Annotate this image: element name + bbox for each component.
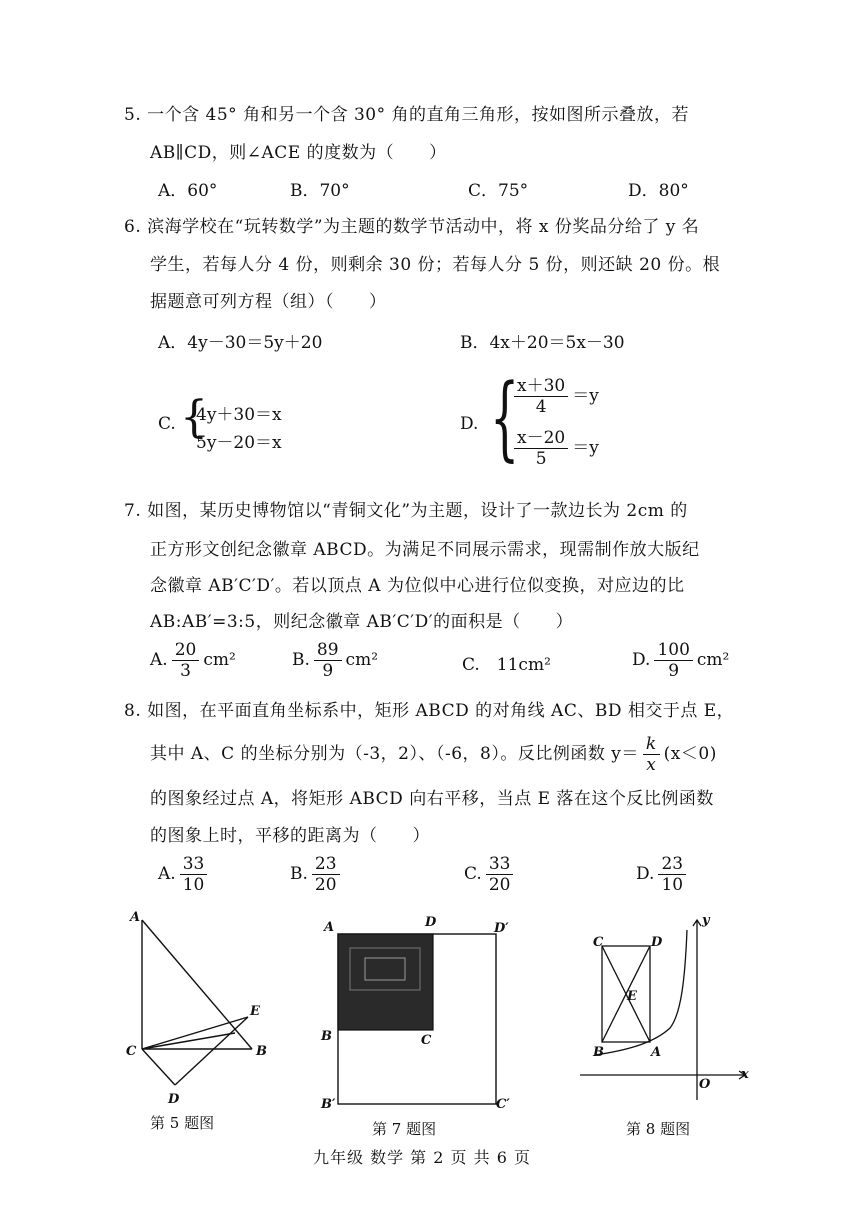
q5-line2: AB∥CD，则∠ACE 的度数为（ ） <box>150 143 447 163</box>
q8-line2-domain: (x＜0) <box>663 744 717 764</box>
fig5-caption: 第 5 题图 <box>150 1114 215 1132</box>
q8-c-den: 20 <box>488 875 511 895</box>
fig5-label-c: C <box>126 1044 137 1059</box>
fig7-label-d: D <box>425 915 437 930</box>
q7-line2: 正方形文创纪念徽章 ABCD。为满足不同展示需求，现需制作放大版纪 <box>150 540 700 560</box>
q8-option-b <box>290 854 344 895</box>
q8-d-num: 23 <box>658 854 686 875</box>
q6-line3: 据题意可列方程（组）（ ） <box>150 292 387 312</box>
q7-d-den: 9 <box>668 661 680 681</box>
q6-option-c-eq2: 5y－20＝x <box>196 433 282 453</box>
q6-option-d-eq2 <box>510 428 599 469</box>
q8-b-den: 20 <box>314 875 337 895</box>
q6-d-den1: 4 <box>535 397 547 417</box>
q7-option-b <box>292 640 378 681</box>
q6-option-d-eq1 <box>510 376 599 417</box>
fig8-label-a: A <box>651 1045 662 1060</box>
q6-option-d-brace: { <box>490 364 520 471</box>
fig5-side-cd <box>142 1049 175 1085</box>
q5-option-d: D．80° <box>628 181 689 201</box>
q7-option-d <box>632 640 729 681</box>
q6-option-b: B．4x＋20＝5x－30 <box>460 333 625 353</box>
page-footer: 九年级 数学 第 2 页 共 6 页 <box>313 1148 531 1167</box>
figure-5 <box>120 905 280 1110</box>
q7-b-num: 89 <box>314 640 342 661</box>
q8-option-d <box>636 854 690 895</box>
q6-d-rhs2: ＝y <box>572 438 599 458</box>
q7-a-unit: cm² <box>203 650 236 670</box>
fig8-label-d: D <box>651 935 663 950</box>
q6-d-den2: 5 <box>535 449 547 469</box>
q8-line2-text: 其中 A、C 的坐标分别为（-3，2）、（-6，8）。反比例函数 y＝ <box>150 744 639 764</box>
q7-option-a <box>150 640 236 681</box>
q7-option-c: C. 11cm² <box>462 655 551 675</box>
q8-c-label: C. <box>464 864 482 884</box>
q8-line2 <box>150 734 717 775</box>
fig5-label-e: E <box>250 1004 260 1019</box>
fig5-side-ed <box>175 1017 248 1085</box>
q7-b-unit: cm² <box>345 650 379 670</box>
fig5-side-ab <box>142 920 252 1049</box>
q7-a-label: A. <box>150 650 168 670</box>
fig7-label-c: C <box>421 1033 432 1048</box>
q6-option-c-brace: { <box>180 392 208 443</box>
q6-line2: 学生，若每人分 4 份，则剩余 30 份；若每人分 5 份，则还缺 20 份。根 <box>150 255 721 275</box>
q7-b-label: B. <box>292 650 310 670</box>
q7-line1: 7. 如图，某历史博物馆以“青铜文化”为主题，设计了一款边长为 2cm 的 <box>124 501 688 521</box>
q5-option-c: C．75° <box>468 181 529 201</box>
fig7-label-cp: C′ <box>496 1097 510 1112</box>
q5-option-b: B．70° <box>290 181 350 201</box>
fig8-label-y: y <box>702 913 710 928</box>
q7-a-num: 20 <box>172 640 200 661</box>
fig8-label-x: x <box>741 1067 749 1082</box>
q8-option-a <box>158 854 211 895</box>
q7-d-label: D. <box>632 650 651 670</box>
q8-line2-num: k <box>643 734 660 755</box>
q6-d-num2: x－20 <box>514 428 568 449</box>
q8-line1: 8. 如图，在平面直角坐标系中，矩形 ABCD 的对角线 AC、BD 相交于点 E， <box>124 701 735 721</box>
fig8-caption: 第 8 题图 <box>626 1120 691 1138</box>
q6-option-a: A．4y－30＝5y＋20 <box>158 333 323 353</box>
q8-line4: 的图象上时，平移的距离为（ ） <box>150 826 430 846</box>
q6-option-d-label: D. <box>460 414 479 434</box>
q8-d-label: D. <box>636 864 655 884</box>
q6-d-rhs1: ＝y <box>572 386 599 406</box>
fig7-label-bp: B′ <box>321 1097 336 1112</box>
q8-line3: 的图象经过点 A，将矩形 ABCD 向右平移，当点 E 落在这个反比例函数 <box>150 789 714 809</box>
q8-line2-den: x <box>646 755 657 775</box>
q8-option-c <box>464 854 517 895</box>
q7-line3: 念徽章 AB′C′D′。若以顶点 A 为位似中心进行位似变换，对应边的比 <box>150 576 685 596</box>
fig7-label-dp: D′ <box>494 921 509 936</box>
fig7-label-a: A <box>324 920 335 935</box>
q7-d-unit: cm² <box>696 650 730 670</box>
q5-line1: 5. 一个含 45° 角和另一个含 30° 角的直角三角形，按如图所示叠放，若 <box>124 105 690 125</box>
fig7-caption: 第 7 题图 <box>372 1120 437 1138</box>
q6-line1: 6. 滨海学校在“玩转数学”为主题的数学节活动中，将 x 份奖品分给了 y 名 <box>124 217 700 237</box>
q8-a-den: 10 <box>182 875 205 895</box>
q7-a-den: 3 <box>180 661 191 681</box>
q8-b-num: 23 <box>312 854 340 875</box>
q7-d-num: 100 <box>654 640 692 661</box>
fig5-label-a: A <box>130 910 141 925</box>
q7-b-den: 9 <box>322 661 334 681</box>
fig7-label-b: B <box>321 1029 332 1044</box>
fig8-label-e: E <box>627 989 637 1004</box>
fig8-label-c: C <box>593 935 604 950</box>
q8-b-label: B. <box>290 864 308 884</box>
q8-c-num: 33 <box>486 854 514 875</box>
fig5-label-d: D <box>168 1092 180 1107</box>
q7-line4: AB:AB′=3:5，则纪念徽章 AB′C′D′的面积是（ ） <box>150 612 574 632</box>
figure-7 <box>315 912 520 1112</box>
fig5-label-b: B <box>256 1044 267 1059</box>
q8-d-den: 10 <box>661 875 684 895</box>
q6-option-c-label: C. <box>158 414 176 434</box>
q5-option-a: A．60° <box>158 181 218 201</box>
figure-8 <box>575 910 755 1105</box>
q8-a-num: 33 <box>180 854 208 875</box>
fig8-label-b: B <box>593 1045 604 1060</box>
fig8-hyperbola <box>595 930 687 1055</box>
q6-d-num1: x＋30 <box>514 376 568 397</box>
q6-option-c-eq1: 4y＋30＝x <box>196 405 282 425</box>
q8-a-label: A. <box>158 864 176 884</box>
fig8-label-o: O <box>699 1077 711 1092</box>
